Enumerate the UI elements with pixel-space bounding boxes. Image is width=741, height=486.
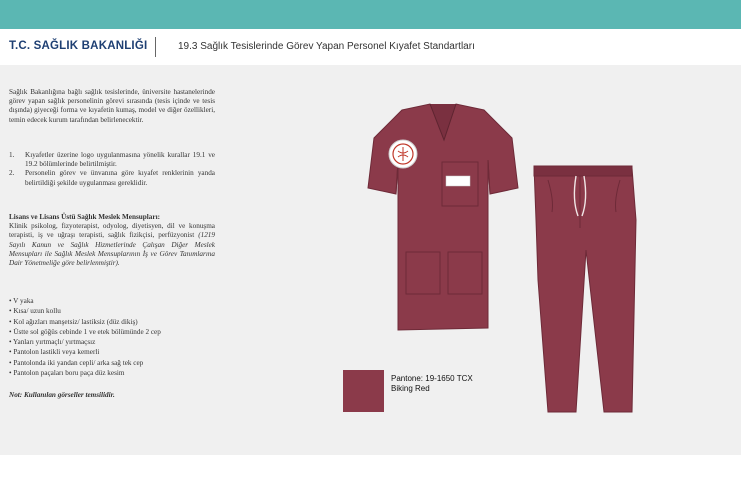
list-item: • Pantolonda iki yandan cepli/ arka sağ tek cep	[9, 358, 144, 367]
list-item: 2. Personelin görev ve ünvanına göre kıyafet renklerinin yanda belirtildiği şekilde uygulanması gereklidir.	[9, 169, 215, 187]
name-badge	[446, 176, 470, 186]
color-swatch	[343, 370, 384, 412]
document-title: 19.3 Sağlık Tesislerinde Görev Yapan Personel Kıyafet Standartları	[178, 41, 475, 52]
page-footer-space	[0, 455, 741, 486]
intro-paragraph: Sağlık Bakanlığına bağlı sağlık tesislerinde, üniversite hastanelerinde görev yapan sağlık personelinin görevi sırasında (tesis içinde ve tesis dışında) giyeceği forma ve kıyafetin kumaş, model ve diğer özellikleri, temin edecek kurum tarafından belirlenecektir.	[9, 88, 215, 124]
top-accent-bar	[0, 0, 741, 29]
pantone-name: Biking Red	[391, 384, 430, 393]
header-divider	[155, 37, 156, 57]
feature-list	[9, 296, 219, 378]
list-item: • Pantolon paçaları boru paça düz kesim	[9, 369, 125, 378]
section-title: Lisans ve Lisans Üstü Sağlık Meslek Mensupları:	[9, 213, 160, 221]
list-item: • Kısa/ uzun kollu	[9, 307, 61, 316]
numbered-list	[9, 151, 215, 188]
scrub-top	[368, 104, 518, 330]
list-item: • V yaka	[9, 297, 34, 305]
list-item: • Yanları yırtmaçlı/ yırtmaçsız	[9, 338, 96, 347]
section-text: Klinik psikolog, fizyoterapist, odyolog, diyetisyen, dil ve konuşma terapisti, iş ve uğraşı terapisti, sağlık fizikçisi, perfüzyonist	[9, 222, 215, 240]
organization-name: T.C. SAĞLIK BAKANLIĞI	[9, 40, 148, 52]
disclaimer-note: Not: Kullanılan görseller temsilidir.	[9, 391, 115, 399]
pantone-code: Pantone: 19-1650 TCX	[391, 374, 473, 383]
section-regulation-note: (1219 Sayılı Kanun ve Sağlık Hizmetlerinde Çalışan Diğer Meslek Mensupları ile Sağlık Meslek Mensuplarının İş ve Görev Tanımlarına Dair Yönetmeliğe göre belirlenmiştir).	[9, 231, 215, 268]
scrub-pants	[534, 166, 636, 412]
profession-section	[9, 213, 215, 268]
list-item: 1. Kıyafetler üzerine logo uygulanmasına yönelik kurallar 19.1 ve 19.2 bölümlerinde belirtilmiştir.	[9, 151, 215, 169]
list-item: • Pantolon lastikli veya kemerli	[9, 348, 100, 357]
pantone-label	[391, 374, 473, 394]
list-item: • Üstte sol göğüs cebinde 1 ve etek bölümünde 2 cep	[9, 327, 161, 336]
uniform-illustration	[340, 100, 640, 420]
list-item: • Kol ağızları manşetsiz/ lastiksiz (düz dikiş)	[9, 317, 138, 326]
